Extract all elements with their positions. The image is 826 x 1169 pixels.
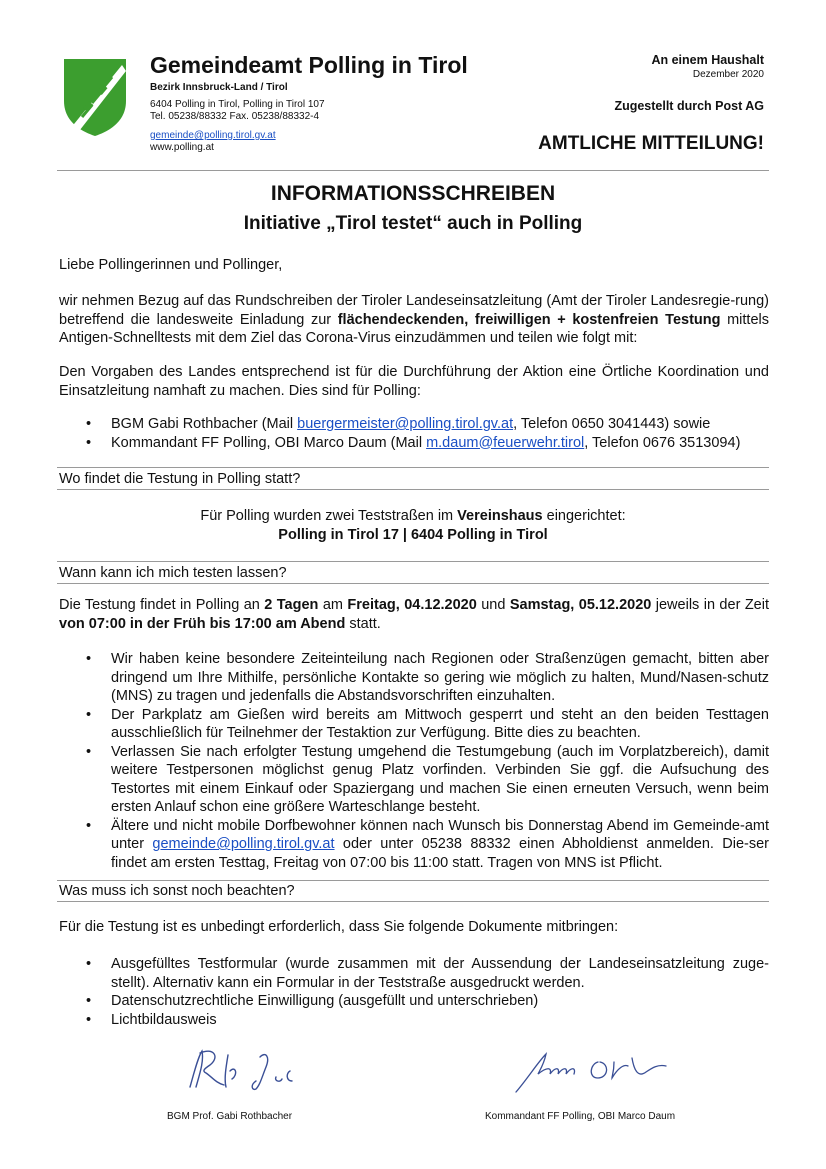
mayor-signature-label: BGM Prof. Gabi Rothbacher	[167, 1111, 293, 1122]
phone-line: Tel. 05238/88332 Fax. 05238/88332-4	[150, 111, 320, 122]
intro-paragraph: wir nehmen Bezug auf das Rundschreiben der Tiroler Landeseinsatzleitung (Amt der Tiroler Landesregie-rung) betreffend die landesweite Einladung zur flächendeckenden, freiwilligen + kostenfreien Testung mittels Antigen-Schnelltests mit dem Ziel das Corona-Virus einzudämmen und teilen wie folgt mit:	[59, 293, 769, 346]
section-heading-else: Was muss ich sonst noch beachten?	[59, 883, 295, 899]
contact-block	[150, 130, 276, 154]
commander-signature	[508, 1048, 678, 1098]
date-label: Dezember 2020	[692, 69, 764, 80]
list-item: • Wir haben keine besondere Zeiteinteilung nach Regionen oder Straßenzügen gemacht, bitten aber dringend um Ihre Mithilfe, persönliche Kontakte so gering wie möglich zu halten, Mund/Nasen-schutz (MNS) zu tragen und jedenfalls die Abstandsvorschriften einzuhalten.	[86, 651, 769, 704]
district: Bezirk Innsbruck-Land / Tirol	[150, 82, 288, 93]
address-block	[150, 99, 325, 123]
test-dates-paragraph: Die Testung findet in Polling an 2 Tagen am Freitag, 04.12.2020 und Samstag, 05.12.2020 jeweils in der Zeit von 07:00 in der Früh bis 17:00 am Abend statt.	[59, 597, 769, 632]
documents-list	[59, 955, 769, 1029]
document-title: INFORMATIONSSCHREIBEN	[270, 182, 556, 205]
list-item: • BGM Gabi Rothbacher (Mail buergermeister@polling.tirol.gv.at, Telefon 0650 3041443) sowie	[86, 416, 711, 432]
commander-email-link[interactable]: m.daum@feuerwehr.tirol	[426, 434, 585, 451]
section-divider	[57, 561, 769, 562]
list-item: • Ältere und nicht mobile Dorfbewohner können nach Wunsch bis Donnerstag Abend im Gemeinde-amt unter gemeinde@polling.tirol.gv.at oder unter 05238 88332 einen Abholdienst anmelden. Die-ser findet am ersten Testtag, Freitag von 07:00 bis 11:00 statt. Tragen von MNS ist Pflicht.	[86, 817, 769, 871]
test-location-line: Für Polling wurden zwei Teststraßen im Vereinshaus eingerichtet:	[200, 508, 626, 524]
instructions-list	[59, 650, 769, 872]
section-divider	[57, 880, 769, 881]
section-divider	[57, 489, 769, 490]
section-heading-when: Wann kann ich mich testen lassen?	[59, 565, 287, 581]
delivery-label: Zugestellt durch Post AG	[614, 99, 764, 113]
mayor-email-link[interactable]: buergermeister@polling.tirol.gv.at	[297, 416, 514, 432]
email-link[interactable]: gemeinde@polling.tirol.gv.at	[150, 130, 276, 141]
list-item: • Datenschutzrechtliche Einwilligung (ausgefüllt und unterschrieben)	[86, 993, 539, 1009]
greeting: Liebe Pollingerinnen und Pollinger,	[59, 257, 283, 273]
section-heading-where: Wo findet die Testung in Polling statt?	[59, 471, 301, 487]
section-divider	[57, 901, 769, 902]
address-line: 6404 Polling in Tirol, Polling in Tirol 107	[150, 99, 325, 110]
list-item: • Lichtbildausweis	[86, 1011, 217, 1028]
list-item: • Verlassen Sie nach erfolgter Testung umgehend die Testumgebung (auch im Vorplatzbereich), damit weitere Testpersonen möglichst genug Platz vorfinden. Verbinden Sie ggf. die Aufsuchung des Testortes mit einem Einkauf oder Spaziergang und machen Sie einen erneuten Versuch, wenn beim ersten Anlauf schon eine größere Warteschlange besteht.	[86, 743, 769, 815]
contacts-list	[59, 415, 769, 452]
municipality-email-link[interactable]: gemeinde@polling.tirol.gv.at	[152, 836, 335, 852]
section-divider	[57, 583, 769, 584]
municipal-coat-of-arms-logo	[62, 57, 128, 137]
household-label: An einem Haushalt	[651, 53, 764, 67]
list-item: • Ausgefülltes Testformular (wurde zusammen mit der Aussendung der Landeseinsatzleitung zuge-stellt). Alternativ kann ein Formular in der Teststraße ausgedruckt werden.	[86, 956, 769, 991]
list-item: • Kommandant FF Polling, OBI Marco Daum (Mail m.daum@feuerwehr.tirol, Telefon 0676 3513094)	[86, 434, 741, 451]
coordination-paragraph: Den Vorgaben des Landes entsprechend ist für die Durchführung der Aktion eine Örtliche Koordination und Einsatzleitung namhaft zu machen. Dies sind für Polling:	[59, 364, 769, 399]
org-name: Gemeindeamt Polling in Tirol	[150, 52, 468, 78]
official-notice: AMTLICHE MITTEILUNG!	[538, 133, 764, 154]
documents-paragraph: Für die Testung ist es unbedingt erforderlich, dass Sie folgende Dokumente mitbringen:	[59, 919, 619, 935]
header-divider	[57, 170, 769, 171]
section-divider	[57, 467, 769, 468]
test-address: Polling in Tirol 17 | 6404 Polling in Tirol	[278, 527, 548, 543]
commander-signature-label: Kommandant FF Polling, OBI Marco Daum	[485, 1111, 676, 1122]
website-text: www.polling.at	[150, 142, 214, 153]
mayor-signature	[180, 1043, 310, 1098]
document-subtitle: Initiative „Tirol testet“ auch in Polling	[243, 213, 583, 234]
list-item: • Der Parkplatz am Gießen wird bereits am Mittwoch gesperrt und steht an den beiden Testtagen ausschließlich für Teilnehmer der Testaktion zur Verfügung. Bitte dies zu beachten.	[86, 706, 769, 741]
